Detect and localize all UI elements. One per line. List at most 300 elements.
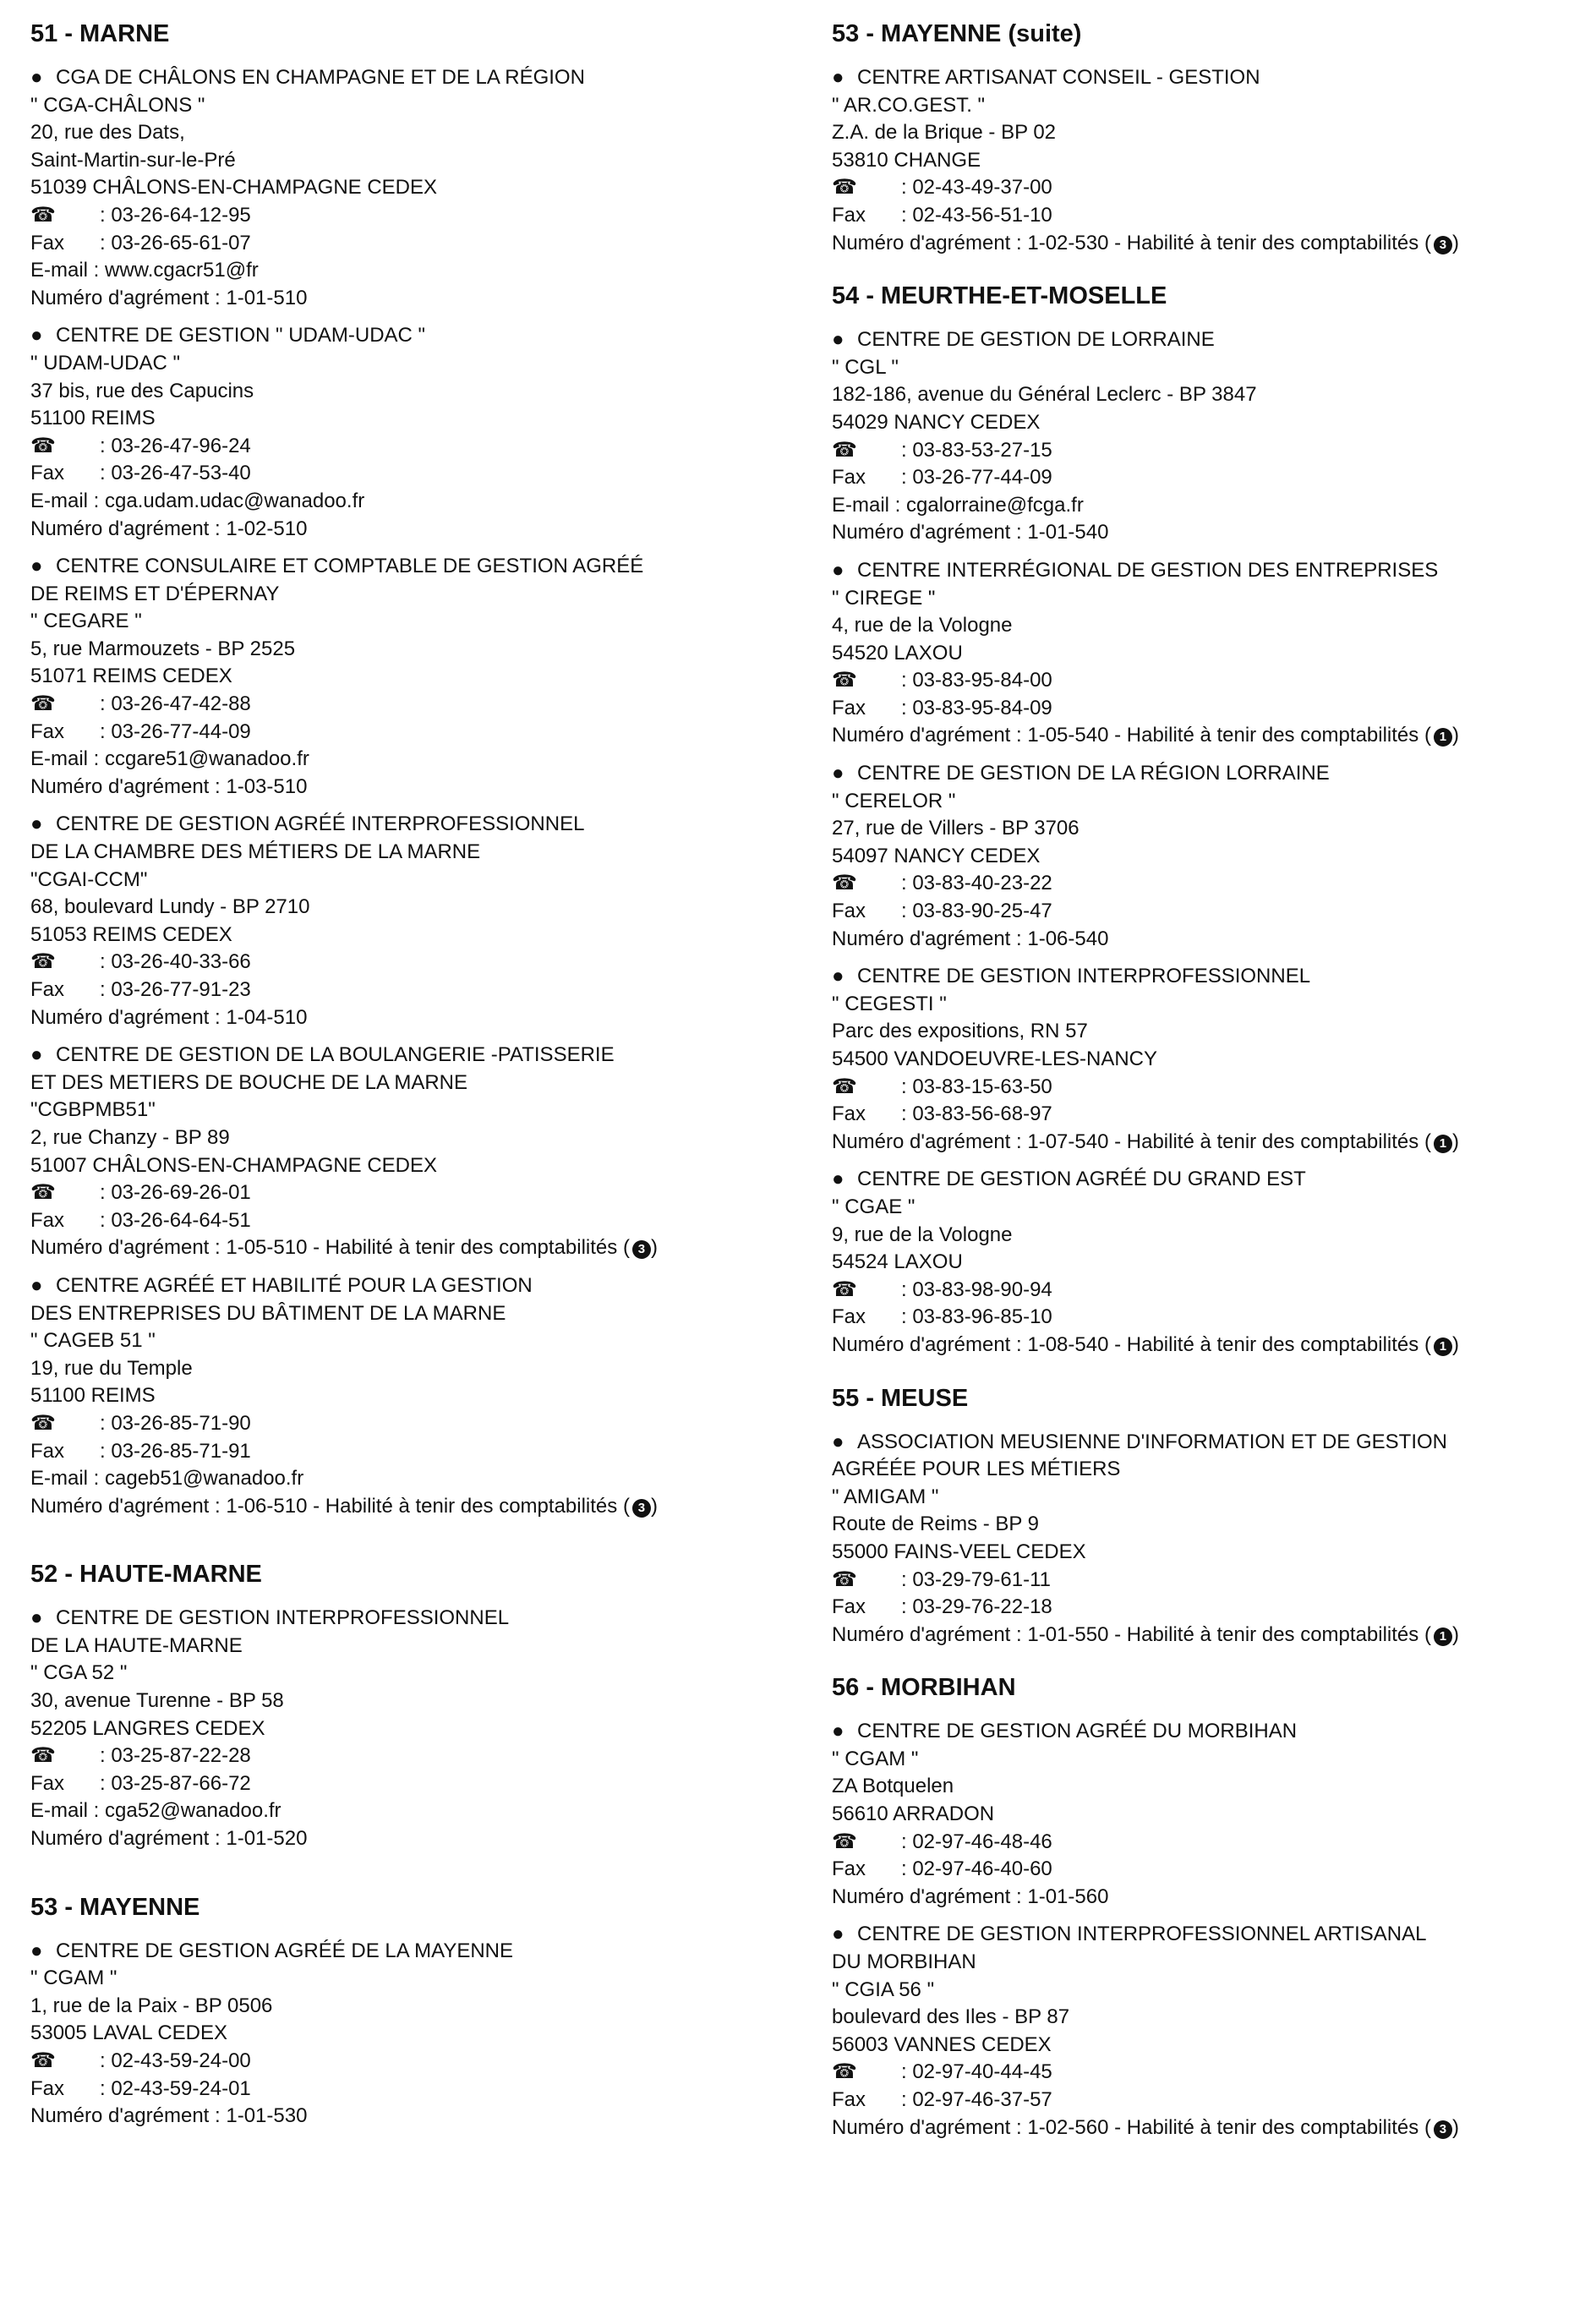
fax-number: : 03-25-87-66-72 [100, 1771, 251, 1795]
department-heading: 53 - MAYENNE (suite) [832, 20, 1082, 47]
agrement-number: 1-05-510 [226, 1236, 308, 1260]
address-line: 19, rue du Temple [30, 1356, 193, 1380]
fax-label: Fax [832, 1857, 866, 1881]
center-name [30, 553, 791, 581]
address-line: 53810 CHANGE [832, 148, 981, 172]
center-name-text: CENTRE AGRÉÉ ET HABILITÉ POUR LA GESTION [56, 1273, 533, 1297]
center-name-text: DE REIMS ET D'ÉPERNAY [30, 582, 280, 605]
bullet-dot-icon: ● [30, 66, 43, 89]
agrement-line [832, 1884, 1576, 1912]
department-section [30, 1892, 791, 2131]
telephone-icon: ☎ [30, 434, 56, 457]
fax-line [832, 898, 1576, 926]
phone-number: : 03-25-87-22-28 [100, 1744, 251, 1768]
agrement-line [832, 1332, 1576, 1359]
address-line: 54524 LAXOU [832, 1250, 963, 1274]
center-name [832, 1718, 1576, 1746]
center-name [30, 64, 791, 92]
fax-label: Fax [832, 466, 866, 490]
center-name-text: CENTRE CONSULAIRE ET COMPTABLE DE GESTION AGRÉÉ [56, 555, 644, 578]
telephone-icon: ☎ [832, 669, 857, 692]
center-entry [832, 760, 1576, 953]
agrement-number: 1-06-540 [1027, 927, 1109, 950]
fax-line [30, 230, 791, 258]
bullet-dot-icon: ● [832, 558, 844, 582]
habilite-text: - Habilité à tenir des comptabilités ( [307, 1236, 630, 1260]
address-line: 5, rue Marmouzets - BP 2525 [30, 637, 296, 660]
habilite-text: - Habilité à tenir des comptabilités ( [1108, 1130, 1431, 1153]
center-name [30, 1042, 791, 1069]
habilite-close: ) [1451, 1130, 1459, 1153]
fax-label: Fax [30, 719, 65, 743]
phone-number: : 02-97-46-48-46 [901, 1830, 1052, 1853]
phone-number: : 03-26-64-12-95 [100, 203, 251, 227]
center-name-text: CENTRE DE GESTION AGRÉÉ DU MORBIHAN [857, 1720, 1298, 1743]
center-name-text: CENTRE DE GESTION DE LORRAINE [857, 328, 1215, 352]
bullet-dot-icon: ● [30, 1939, 43, 1962]
fax-line [832, 202, 1576, 230]
email-address[interactable]: www.cgacr51@fr [105, 259, 259, 282]
email-label: E-mail : [30, 1467, 106, 1491]
phone-line [832, 870, 1576, 898]
habilite-text: - Habilité à tenir des comptabilités ( [1108, 724, 1431, 747]
agrement-number: 1-02-510 [226, 517, 308, 540]
center-acronym: " CAGEB 51 " [30, 1329, 156, 1353]
agrement-number: 1-02-560 [1027, 2115, 1109, 2139]
telephone-icon: ☎ [30, 1181, 56, 1205]
center-name [832, 760, 1576, 788]
habilitation-number-icon: 3 [632, 1240, 651, 1259]
center-name [30, 1938, 791, 1966]
telephone-icon: ☎ [832, 872, 857, 895]
agrement-label: Numéro d'agrément : [832, 2115, 1028, 2139]
phone-line [832, 1277, 1576, 1305]
department-heading: 52 - HAUTE-MARNE [30, 1561, 262, 1589]
center-name-text: CENTRE DE GESTION INTERPROFESSIONNEL ARTISANAL [857, 1923, 1427, 1946]
agrement-line [30, 1234, 791, 1262]
telephone-icon: ☎ [832, 176, 857, 200]
fax-label: Fax [30, 231, 65, 254]
center-entry [30, 64, 791, 312]
center-name [30, 839, 791, 867]
address-line: 54097 NANCY CEDEX [832, 844, 1041, 867]
email-label: E-mail : [832, 493, 907, 517]
address-line: 51100 REIMS [30, 407, 156, 430]
right-column [832, 19, 1576, 2142]
center-name-text: DE LA CHAMBRE DES MÉTIERS DE LA MARNE [30, 840, 481, 864]
center-acronym: " AMIGAM " [832, 1485, 939, 1508]
fax-label: Fax [30, 462, 65, 485]
address-line: ZA Botquelen [832, 1775, 954, 1798]
fax-label: Fax [832, 203, 866, 227]
address-line: 20, rue des Dats, [30, 121, 185, 145]
phone-number: : 03-83-53-27-15 [901, 438, 1052, 462]
agrement-line [832, 1622, 1576, 1649]
department-heading: 54 - MEURTHE-ET-MOSELLE [832, 282, 1167, 310]
center-entry [30, 1042, 791, 1262]
center-acronym: " CEGARE " [30, 610, 142, 633]
telephone-icon: ☎ [832, 1567, 857, 1591]
bullet-dot-icon: ● [832, 1720, 844, 1743]
habilite-close: ) [650, 1236, 658, 1260]
agrement-number: 1-01-560 [1027, 1885, 1109, 1908]
center-name-text: DU MORBIHAN [832, 1950, 976, 1974]
center-name-text: AGRÉÉE POUR LES MÉTIERS [832, 1458, 1121, 1481]
center-name [30, 1069, 791, 1097]
agrement-label: Numéro d'agrément : [30, 774, 227, 798]
phone-number: : 03-29-79-61-11 [901, 1567, 1051, 1591]
fax-label: Fax [832, 2088, 866, 2111]
agrement-line [30, 1493, 791, 1521]
bullet-dot-icon: ● [832, 762, 844, 785]
address-line: 54500 VANDOEUVRE-LES-NANCY [832, 1048, 1158, 1070]
address-line: 56610 ARRADON [832, 1802, 995, 1826]
phone-number: : 03-26-47-42-88 [100, 692, 251, 716]
center-acronym: " CGL " [832, 355, 899, 379]
bullet-dot-icon: ● [832, 66, 844, 89]
agrement-label: Numéro d'agrément : [832, 521, 1028, 544]
department-section [832, 19, 1576, 257]
agrement-label: Numéro d'agrément : [30, 1236, 227, 1260]
habilite-text: - Habilité à tenir des comptabilités ( [1108, 1622, 1431, 1646]
email-line [30, 488, 791, 516]
address-line: Parc des expositions, RN 57 [832, 1020, 1088, 1043]
fax-label: Fax [832, 696, 866, 719]
center-name-text: CENTRE DE GESTION AGRÉÉ DE LA MAYENNE [56, 1939, 514, 1962]
phone-line [30, 1410, 791, 1438]
center-acronym: " CEGESTI " [832, 992, 947, 1015]
center-acronym: " CERELOR " [832, 789, 956, 812]
agrement-number: 1-06-510 [226, 1494, 308, 1518]
address-line: 53005 LAVAL CEDEX [30, 2021, 228, 2045]
habilitation-number-icon: 1 [1434, 1135, 1452, 1153]
habilite-close: ) [1451, 724, 1459, 747]
center-name-text: CGA DE CHÂLONS EN CHAMPAGNE ET DE LA RÉGION [56, 66, 585, 89]
phone-line [832, 1074, 1576, 1102]
telephone-icon: ☎ [30, 1411, 56, 1435]
agrement-line [30, 774, 791, 801]
fax-number: : 03-83-95-84-09 [901, 696, 1052, 719]
telephone-icon: ☎ [30, 2049, 56, 2072]
center-name [30, 1605, 791, 1633]
center-name [832, 1166, 1576, 1194]
fax-number: : 03-26-85-71-91 [100, 1439, 251, 1463]
center-name [832, 963, 1576, 991]
address-line: boulevard des Iles - BP 87 [832, 2005, 1070, 2029]
telephone-icon: ☎ [832, 2060, 857, 2084]
fax-number: : 03-26-77-44-09 [901, 466, 1052, 490]
agrement-line [832, 2114, 1576, 2142]
center-acronym: " UDAM-UDAC " [30, 351, 181, 375]
fax-number: : 03-29-76-22-18 [901, 1595, 1052, 1619]
center-acronym: " CGA 52 " [30, 1661, 128, 1685]
habilite-close: ) [1451, 2115, 1459, 2139]
center-name [832, 1456, 1576, 1484]
phone-line [832, 1567, 1576, 1595]
center-entry [832, 64, 1576, 257]
fax-label: Fax [832, 1102, 866, 1126]
phone-line [30, 1179, 791, 1207]
phone-line [30, 1742, 791, 1770]
agrement-line [832, 1129, 1576, 1157]
center-name-text: DES ENTREPRISES DU BÂTIMENT DE LA MARNE [30, 1301, 506, 1325]
address-line: 54520 LAXOU [832, 641, 963, 665]
address-line: 55000 FAINS-VEEL CEDEX [832, 1540, 1086, 1563]
center-name [30, 581, 791, 609]
department-section [30, 19, 791, 1520]
phone-line [832, 1829, 1576, 1857]
address-line: 52205 LANGRES CEDEX [30, 1716, 265, 1740]
bullet-dot-icon: ● [30, 555, 43, 578]
phone-line [832, 2059, 1576, 2087]
habilitation-number-icon: 3 [1434, 2120, 1452, 2139]
fax-number: : 03-83-96-85-10 [901, 1305, 1052, 1329]
agrement-number: 1-01-510 [226, 286, 308, 309]
agrement-line [832, 519, 1576, 547]
agrement-label: Numéro d'agrément : [30, 517, 227, 540]
center-name-text: CENTRE DE GESTION INTERPROFESSIONNEL [857, 965, 1311, 988]
address-line: 51007 CHÂLONS-EN-CHAMPAGNE CEDEX [30, 1153, 438, 1177]
email-line [30, 1465, 791, 1493]
fax-line [832, 1594, 1576, 1622]
telephone-icon: ☎ [30, 692, 56, 716]
center-name-text: CENTRE DE GESTION " UDAM-UDAC " [56, 324, 426, 347]
habilitation-number-icon: 1 [1434, 1627, 1452, 1646]
center-acronym: " CGAM " [832, 1747, 919, 1770]
address-line: 1, rue de la Paix - BP 0506 [30, 1994, 273, 2017]
center-name [832, 1949, 1576, 1977]
center-entry [832, 1718, 1576, 1911]
phone-line [30, 691, 791, 719]
habilite-close: ) [1451, 1622, 1459, 1646]
fax-label: Fax [30, 1771, 65, 1795]
center-acronym: " CGA-CHÂLONS " [30, 93, 205, 117]
bullet-dot-icon: ● [832, 1168, 844, 1191]
agrement-line [30, 285, 791, 313]
address-line: 51053 REIMS CEDEX [30, 922, 232, 946]
fax-line [832, 695, 1576, 723]
phone-number: : 03-26-47-96-24 [100, 434, 251, 457]
email-address[interactable]: ccgare51@wanadoo.fr [105, 747, 309, 771]
agrement-label: Numéro d'agrément : [30, 1494, 227, 1518]
agrement-number: 1-03-510 [226, 774, 308, 798]
fax-number: : 02-43-59-24-01 [100, 2076, 251, 2100]
fax-line [30, 719, 791, 747]
email-address[interactable]: cageb51@wanadoo.fr [105, 1467, 304, 1491]
center-name-text: ASSOCIATION MEUSIENNE D'INFORMATION ET DE GESTION [857, 1430, 1447, 1453]
email-address[interactable]: cga.udam.udac@wanadoo.fr [105, 489, 365, 512]
department-section [832, 1672, 1576, 2142]
bullet-dot-icon: ● [30, 1273, 43, 1297]
fax-label: Fax [832, 900, 866, 923]
fax-number: : 03-26-47-53-40 [100, 462, 251, 485]
bullet-dot-icon: ● [832, 1923, 844, 1946]
address-line: 30, avenue Turenne - BP 58 [30, 1689, 284, 1713]
center-name-text: ET DES METIERS DE BOUCHE DE LA MARNE [30, 1070, 467, 1094]
center-name-text: CENTRE DE GESTION AGRÉÉ INTERPROFESSIONNEL [56, 812, 585, 836]
agrement-label: Numéro d'agrément : [832, 1332, 1028, 1356]
bullet-dot-icon: ● [832, 965, 844, 988]
department-section [832, 1383, 1576, 1649]
center-entry [832, 1166, 1576, 1359]
fax-line [832, 2087, 1576, 2114]
address-line: 4, rue de la Vologne [832, 614, 1013, 637]
center-name-text: CENTRE INTERRÉGIONAL DE GESTION DES ENTREPRISES [857, 558, 1439, 582]
center-entry [30, 553, 791, 801]
fax-number: : 03-26-77-91-23 [100, 978, 251, 1001]
fax-number: : 03-26-64-64-51 [100, 1208, 251, 1232]
center-name [832, 1429, 1576, 1457]
center-entry [30, 1272, 791, 1520]
center-name [832, 1921, 1576, 1949]
center-name-text: CENTRE DE GESTION INTERPROFESSIONNEL [56, 1606, 510, 1630]
agrement-label: Numéro d'agrément : [832, 1622, 1028, 1646]
bullet-dot-icon: ● [832, 1430, 844, 1453]
habilite-close: ) [1451, 1332, 1459, 1356]
agrement-line [832, 722, 1576, 750]
address-line: Route de Reims - BP 9 [832, 1513, 1040, 1536]
habilite-close: ) [650, 1494, 658, 1518]
fax-line [30, 1207, 791, 1235]
phone-number: : 03-83-15-63-50 [901, 1075, 1052, 1098]
phone-number: : 03-26-69-26-01 [100, 1181, 251, 1205]
email-label: E-mail : [30, 259, 106, 282]
center-entry [30, 1938, 791, 2131]
center-entry [30, 1605, 791, 1852]
email-label: E-mail : [30, 1799, 106, 1823]
phone-line [832, 437, 1576, 465]
address-line: 2, rue Chanzy - BP 89 [30, 1125, 230, 1149]
habilite-text: - Habilité à tenir des comptabilités ( [1108, 2115, 1431, 2139]
bullet-dot-icon: ● [832, 328, 844, 352]
agrement-label: Numéro d'agrément : [832, 231, 1028, 254]
phone-line [832, 174, 1576, 202]
fax-line [30, 1770, 791, 1798]
center-entry [832, 963, 1576, 1156]
fax-number: : 02-97-46-37-57 [901, 2088, 1052, 2111]
email-line [30, 1797, 791, 1825]
fax-line [30, 976, 791, 1004]
agrement-line [30, 2103, 791, 2131]
agrement-line [30, 1004, 791, 1032]
center-acronym: " CGAE " [832, 1195, 916, 1218]
phone-number: : 03-83-98-90-94 [901, 1277, 1052, 1301]
email-label: E-mail : [30, 747, 106, 771]
center-name [30, 1272, 791, 1300]
center-name [30, 322, 791, 350]
fax-line [30, 460, 791, 488]
phone-number: : 03-26-40-33-66 [100, 950, 251, 974]
agrement-label: Numéro d'agrément : [832, 1885, 1028, 1908]
fax-number: : 02-43-56-51-10 [901, 203, 1052, 227]
fax-line [832, 464, 1576, 492]
fax-number: : 03-83-90-25-47 [901, 900, 1052, 923]
fax-label: Fax [832, 1595, 866, 1619]
telephone-icon: ☎ [832, 1830, 857, 1853]
address-line: 54029 NANCY CEDEX [832, 410, 1041, 434]
fax-line [30, 1438, 791, 1466]
phone-line [30, 949, 791, 976]
department-heading: 51 - MARNE [30, 20, 170, 47]
address-line: 51071 REIMS CEDEX [30, 665, 232, 688]
center-acronym: " CGAM " [30, 1967, 118, 1990]
address-line: 37 bis, rue des Capucins [30, 379, 254, 402]
fax-label: Fax [30, 1208, 65, 1232]
phone-number: : 03-26-85-71-90 [100, 1411, 251, 1435]
agrement-number: 1-07-540 [1027, 1130, 1109, 1153]
address-line: 51039 CHÂLONS-EN-CHAMPAGNE CEDEX [30, 176, 438, 200]
address-line: 182-186, avenue du Général Leclerc - BP 3847 [832, 383, 1257, 407]
bullet-dot-icon: ● [30, 1606, 43, 1630]
agrement-label: Numéro d'agrément : [30, 1827, 227, 1851]
email-address[interactable]: cga52@wanadoo.fr [105, 1799, 281, 1823]
telephone-icon: ☎ [30, 1744, 56, 1768]
agrement-line [30, 516, 791, 544]
fax-number: : 03-26-77-44-09 [100, 719, 251, 743]
center-entry [30, 811, 791, 1031]
phone-number: : 02-43-59-24-00 [100, 2049, 251, 2072]
center-acronym: " AR.CO.GEST. " [832, 93, 986, 117]
center-name [832, 557, 1576, 585]
phone-line [832, 667, 1576, 695]
address-line: Saint-Martin-sur-le-Pré [30, 148, 236, 172]
telephone-icon: ☎ [832, 438, 857, 462]
agrement-label: Numéro d'agrément : [30, 2104, 227, 2128]
department-heading: 55 - MEUSE [832, 1384, 969, 1412]
agrement-line [832, 230, 1576, 258]
center-acronym: "CGBPMB51" [30, 1098, 156, 1122]
fax-line [832, 1856, 1576, 1884]
center-acronym: " CGIA 56 " [832, 1978, 935, 2001]
phone-number: : 03-83-40-23-22 [901, 872, 1052, 895]
center-name-text: CENTRE DE GESTION DE LA BOULANGERIE -PATISSERIE [56, 1043, 615, 1067]
agrement-number: 1-08-540 [1027, 1332, 1109, 1356]
center-name-text: CENTRE DE GESTION AGRÉÉ DU GRAND EST [857, 1168, 1306, 1191]
phone-line [30, 202, 791, 230]
telephone-icon: ☎ [832, 1075, 857, 1098]
agrement-label: Numéro d'agrément : [832, 724, 1028, 747]
center-entry [832, 557, 1576, 750]
fax-label: Fax [30, 2076, 65, 2100]
habilitation-number-icon: 1 [1434, 728, 1452, 747]
fax-line [832, 1304, 1576, 1332]
habilitation-number-icon: 3 [632, 1499, 651, 1518]
agrement-number: 1-04-510 [226, 1005, 308, 1029]
phone-number: : 02-43-49-37-00 [901, 176, 1052, 200]
fax-number: : 03-83-56-68-97 [901, 1102, 1052, 1126]
bullet-dot-icon: ● [30, 812, 43, 836]
habilitation-number-icon: 3 [1434, 236, 1452, 254]
center-entry [832, 1921, 1576, 2142]
habilite-text: - Habilité à tenir des comptabilités ( [307, 1494, 630, 1518]
fax-label: Fax [30, 978, 65, 1001]
center-name-text: CENTRE DE GESTION DE LA RÉGION LORRAINE [857, 762, 1330, 785]
address-line: 51100 REIMS [30, 1384, 156, 1408]
habilite-text: - Habilité à tenir des comptabilités ( [1108, 231, 1431, 254]
address-line: 56003 VANNES CEDEX [832, 2032, 1052, 2056]
agrement-label: Numéro d'agrément : [832, 1130, 1028, 1153]
agrement-number: 1-01-520 [226, 1827, 308, 1851]
email-label: E-mail : [30, 489, 106, 512]
bullet-dot-icon: ● [30, 1043, 43, 1067]
fax-label: Fax [30, 1439, 65, 1463]
address-line: 9, rue de la Vologne [832, 1223, 1013, 1246]
center-name-text: DE LA HAUTE-MARNE [30, 1633, 243, 1657]
center-name [30, 1300, 791, 1328]
email-address[interactable]: cgalorraine@fcga.fr [906, 493, 1084, 517]
telephone-icon: ☎ [30, 950, 56, 974]
phone-number: : 03-83-95-84-00 [901, 669, 1052, 692]
